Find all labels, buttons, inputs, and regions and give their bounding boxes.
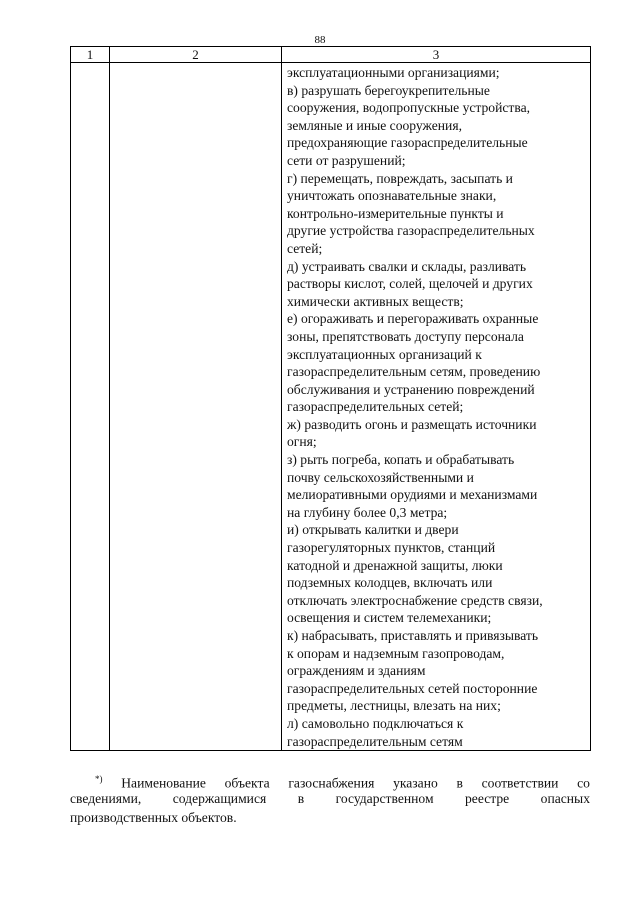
text-line: огня; xyxy=(287,434,317,450)
column-header-3: 3 xyxy=(282,47,591,63)
text-line: д) устраивать свалки и склады, разливать xyxy=(287,258,527,274)
text-line: освещения и систем телемеханики; xyxy=(287,610,492,626)
text-line: катодной и дренажной защиты, люки xyxy=(287,557,503,573)
text-line: к) набрасывать, приставлять и привязывать xyxy=(287,628,539,643)
text-line: и) открывать калитки и двери xyxy=(287,522,459,538)
text-line: отключать электроснабжение средств связи, xyxy=(287,592,543,608)
text-line: сети от разрушений; xyxy=(287,152,406,168)
text-line: ограждениям и зданиям xyxy=(287,663,426,679)
text-line: л) самовольно подключаться к xyxy=(287,715,464,731)
text-line: растворы кислот, солей, щелочей и других xyxy=(287,276,533,292)
table-header-row xyxy=(71,47,591,63)
page-number: 88 xyxy=(314,34,326,46)
text-line: эксплуатационных организаций к xyxy=(287,346,482,362)
text-line: химически активных веществ; xyxy=(287,293,464,309)
footnote-line-2: сведениями, содержащимися в государственном реестре опасных xyxy=(70,791,590,806)
text-line: контрольно-измерительные пункты и xyxy=(287,205,504,221)
text-line: г) перемещать, повреждать, засыпать и xyxy=(287,170,513,186)
text-line: к опорам и надземным газопроводам, xyxy=(287,645,505,661)
regulation-table xyxy=(70,46,591,751)
text-line: земляные и иные сооружения, xyxy=(287,117,462,133)
text-line: сетей; xyxy=(287,240,323,256)
footnote-mark: *) xyxy=(95,774,103,784)
text-line: подземных колодцев, включать или xyxy=(287,575,493,591)
text-line: е) огораживать и перегораживать охранные xyxy=(287,311,539,327)
text-line: з) рыть погреба, копать и обрабатывать xyxy=(287,452,515,468)
cell-col-2 xyxy=(110,63,282,751)
footnote-text-1: Наименование объекта газоснабжения указано в соответствии со xyxy=(121,775,590,791)
footnote-continuation xyxy=(70,789,590,827)
footnote-line-3: производственных объектов. xyxy=(70,810,237,825)
column-header-1: 1 xyxy=(71,47,110,63)
text-line: газорегуляторных пунктов, станций xyxy=(287,540,496,556)
text-line: газораспределительным сетям xyxy=(287,733,463,749)
content-lines xyxy=(287,64,586,750)
text-line: уничтожать опознавательные знаки, xyxy=(287,188,497,204)
text-line: эксплуатационными организациями; xyxy=(287,65,500,80)
text-line: газораспределительных сетей; xyxy=(287,399,464,415)
cell-col-3 xyxy=(282,63,591,751)
text-line: ж) разводить огонь и размещать источники xyxy=(287,416,537,432)
column-header-2: 2 xyxy=(110,47,282,63)
text-line: обслуживания и устранению повреждений xyxy=(287,381,535,397)
text-line: мелиоративными орудиями и механизмами xyxy=(287,487,538,503)
table-row xyxy=(71,63,591,751)
text-line: почву сельскохозяйственными и xyxy=(287,469,474,485)
text-line: газораспределительных сетей посторонние xyxy=(287,680,538,696)
cell-col-1 xyxy=(71,63,110,751)
text-line: на глубину более 0,3 метра; xyxy=(287,504,448,520)
text-line: предохраняющие газораспределительные xyxy=(287,135,528,151)
text-line: другие устройства газораспределительных xyxy=(287,223,535,239)
text-line: зоны, препятствовать доступу персонала xyxy=(287,328,524,344)
text-line: газораспределительным сетям, проведению xyxy=(287,364,541,380)
text-line: сооружения, водопропускные устройства, xyxy=(287,100,531,116)
text-line: в) разрушать берегоукрепительные xyxy=(287,82,490,98)
text-line: предметы, лестницы, влезать на них; xyxy=(287,698,501,714)
